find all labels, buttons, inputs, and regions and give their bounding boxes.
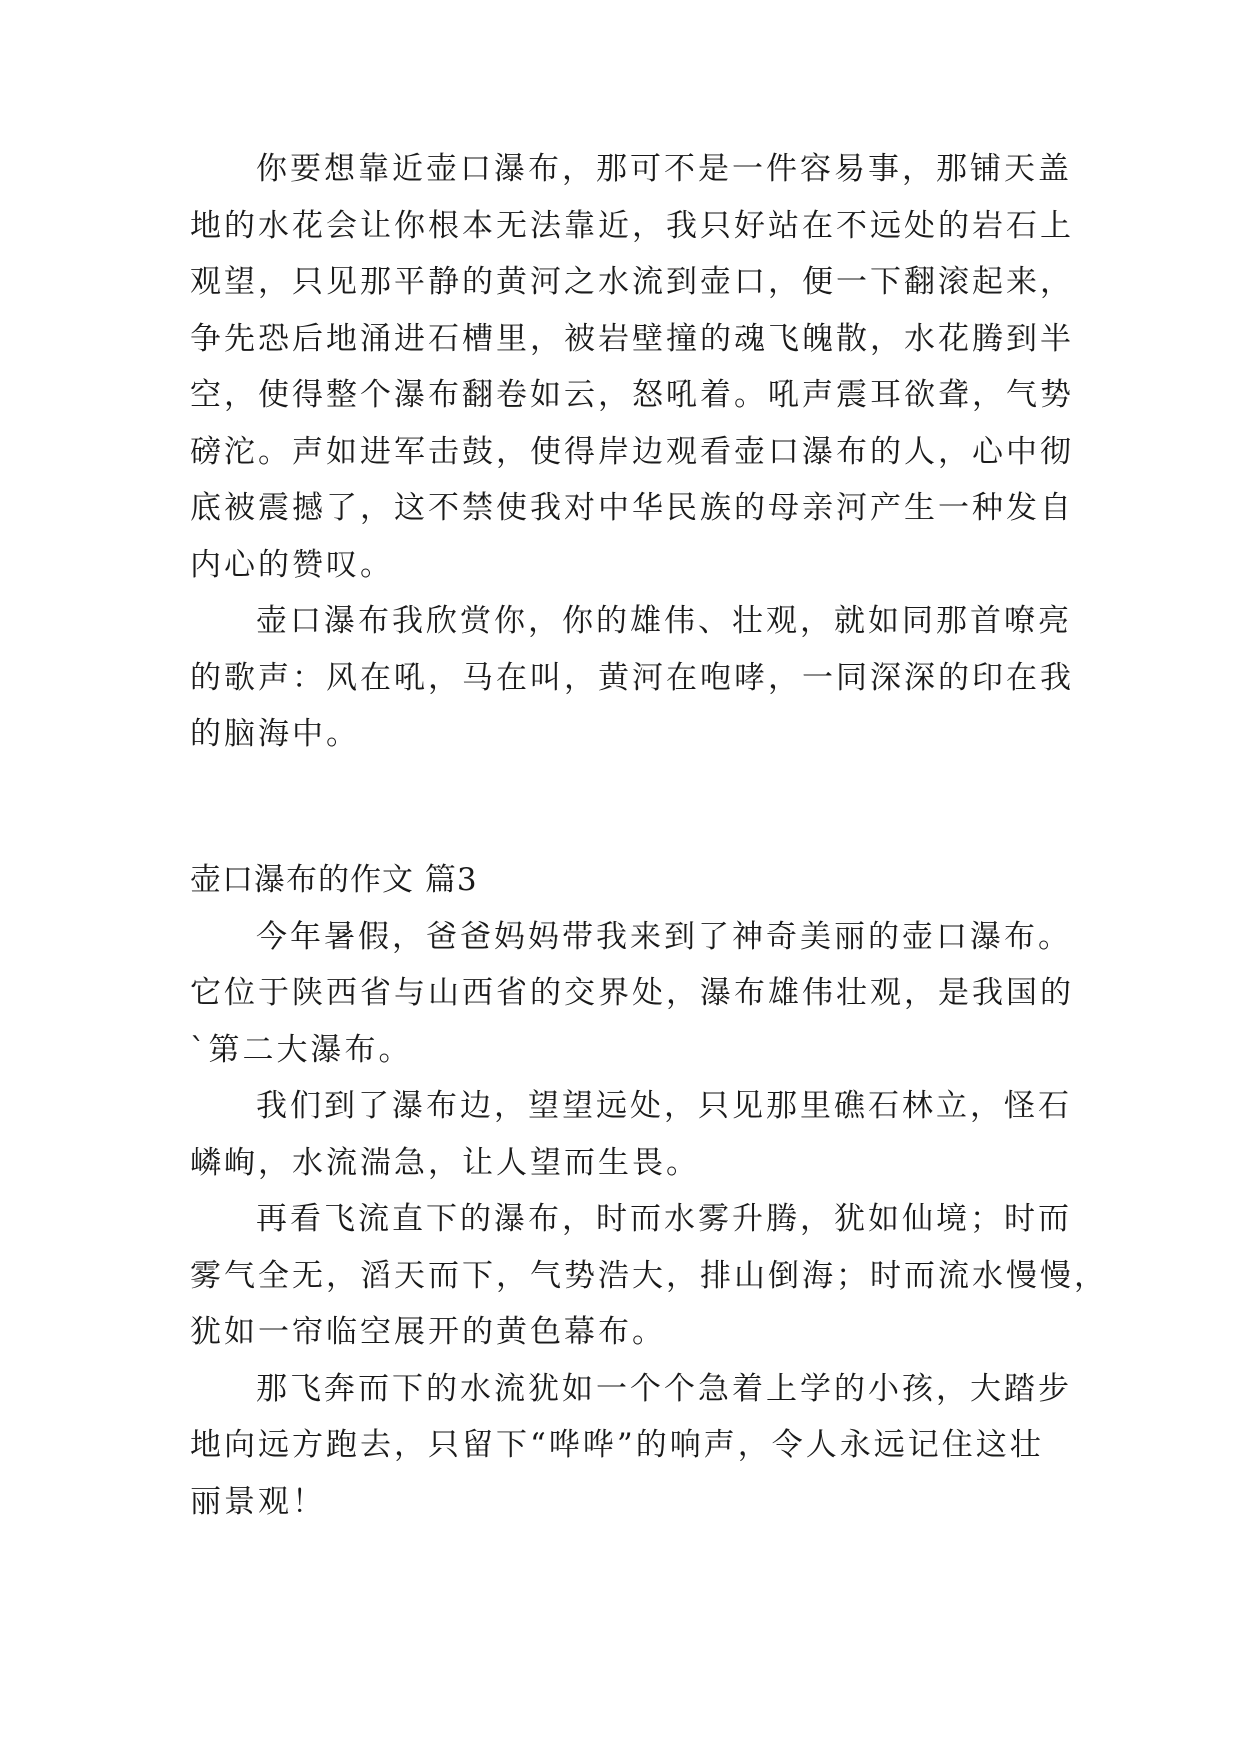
paragraph-line: 它位于陕西省与山西省的交界处，瀑布雄伟壮观，是我国的: [190, 975, 1074, 1011]
paragraph-line: 丽景观！: [190, 1484, 326, 1520]
paragraph-line: 你要想靠近壶口瀑布，那可不是一件容易事，那铺天盖: [256, 151, 1072, 187]
section-heading: 壶口瀑布的作文 篇3: [190, 862, 478, 898]
paragraph-line: 争先恐后地涌进石槽里，被岩壁撞的魂飞魄散，水花腾到半: [190, 321, 1074, 357]
paragraph-line: 地的水花会让你根本无法靠近，我只好站在不远处的岩石上: [190, 208, 1074, 244]
paragraph-line: 那飞奔而下的水流犹如一个个急着上学的小孩，大踏步: [256, 1371, 1072, 1407]
paragraph-line: 嶙峋，水流湍急，让人望而生畏。: [190, 1145, 700, 1181]
paragraph-line: 雾气全无，滔天而下，气势浩大，排山倒海；时而流水慢慢，: [190, 1258, 1108, 1294]
paragraph-line: 壶口瀑布我欣赏你，你的雄伟、壮观，就如同那首嘹亮: [256, 603, 1072, 639]
paragraph-line: 我们到了瀑布边，望望远处，只见那里礁石林立，怪石: [256, 1088, 1072, 1124]
paragraph-line: 内心的赞叹。: [190, 547, 394, 583]
paragraph-line: 再看飞流直下的瀑布，时而水雾升腾，犹如仙境；时而: [256, 1201, 1072, 1237]
paragraph-line: 今年暑假，爸爸妈妈带我来到了神奇美丽的壶口瀑布。: [256, 919, 1072, 955]
paragraph-line: 的歌声：风在吼，马在叫，黄河在咆哮，一同深深的印在我: [190, 660, 1074, 696]
paragraph-line: 的脑海中。: [190, 716, 360, 752]
paragraph-line: 空，使得整个瀑布翻卷如云，怒吼着。吼声震耳欲聋，气势: [190, 377, 1074, 413]
paragraph-line: 地向远方跑去，只留下“哗哗”的响声，令人永远记住这壮: [190, 1427, 1044, 1463]
paragraph-line: 磅沱。声如进军击鼓，使得岸边观看壶口瀑布的人，心中彻: [190, 434, 1074, 470]
paragraph-line: 底被震撼了，这不禁使我对中华民族的母亲河产生一种发自: [190, 490, 1074, 526]
paragraph-line: 观望，只见那平静的黄河之水流到壶口，便一下翻滚起来，: [190, 264, 1074, 300]
paragraph-line: 犹如一帘临空展开的黄色幕布。: [190, 1314, 666, 1350]
paragraph-line: `第二大瀑布。: [190, 1032, 413, 1068]
